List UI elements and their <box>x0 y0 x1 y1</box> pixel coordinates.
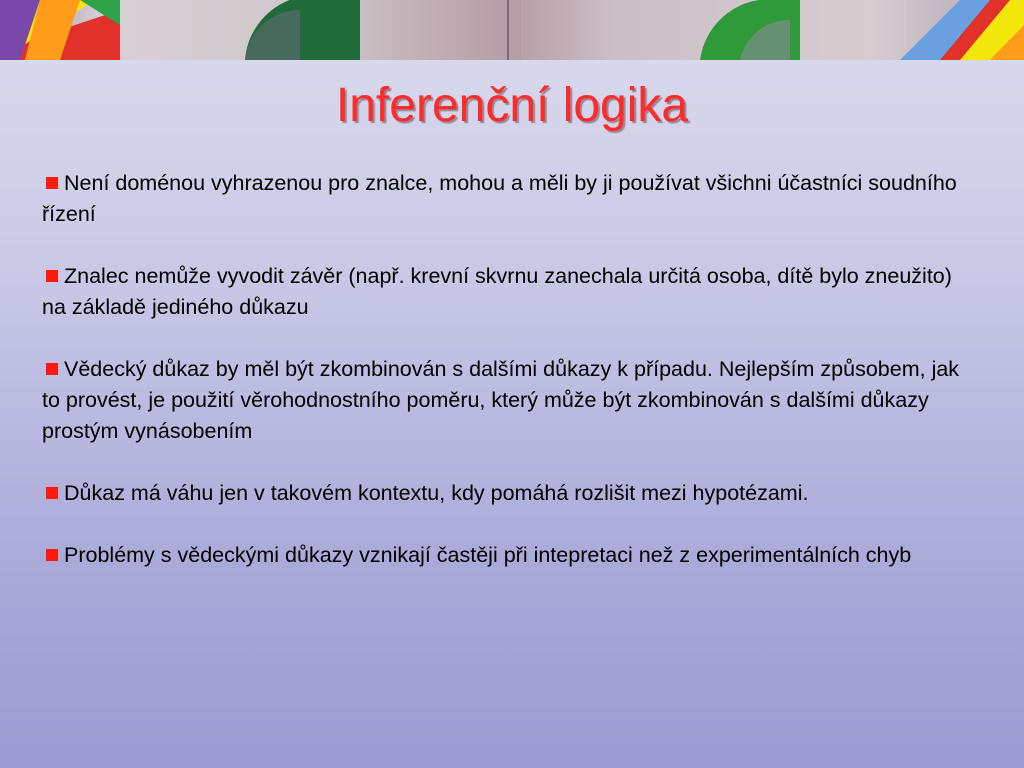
square-bullet-icon <box>46 177 58 189</box>
decorative-banner <box>0 0 1024 60</box>
slide-title: Inferenční logika <box>335 79 689 132</box>
bullet-item <box>42 478 972 509</box>
square-bullet-icon <box>46 487 58 499</box>
bullet-list <box>42 168 972 602</box>
bullet-item <box>42 261 972 323</box>
square-bullet-icon <box>46 549 58 561</box>
banner-graphic <box>0 0 1024 60</box>
bullet-item <box>42 168 972 230</box>
bullet-text: Důkaz má váhu jen v takovém kontextu, kdy pomáhá rozlišit mezi hypotézami. <box>64 481 809 505</box>
square-bullet-icon <box>46 363 58 375</box>
color-wheel-left <box>0 0 120 60</box>
bullet-text: Problémy s vědeckými důkazy vznikají častěji při intepretaci než z experimentálních chyb <box>64 543 912 567</box>
bullet-text: Znalec nemůže vyvodit závěr (např. krevní skvrnu zanechala určitá osoba, dítě bylo zneužito) na základě jediného důkazu <box>42 264 952 319</box>
bullet-item <box>42 354 972 447</box>
bullet-text: Není doménou vyhrazenou pro znalce, mohou a měli by ji používat všichni účastníci soudního řízení <box>42 171 957 226</box>
bullet-text: Vědecký důkaz by měl být zkombinován s dalšími důkazy k případu. Nejlepším způsobem, jak to provést, je použití věrohodnostního poměru, který může být zkombinován s dalšími důkazy prostým vynásobením <box>42 357 960 443</box>
color-wheel-right <box>900 0 1024 60</box>
bullet-item <box>42 540 972 571</box>
square-bullet-icon <box>46 270 58 282</box>
